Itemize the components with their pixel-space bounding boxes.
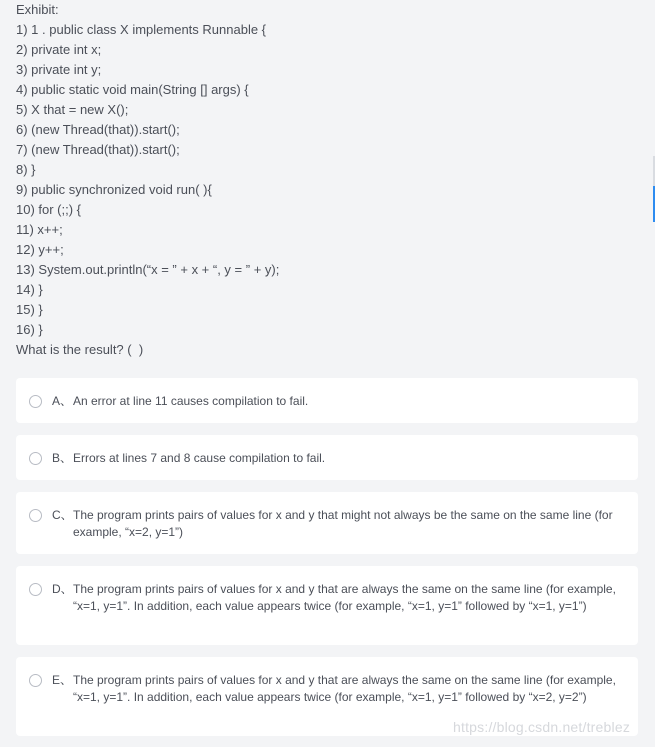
radio-button-icon[interactable] <box>29 452 42 465</box>
option-d[interactable] <box>16 566 638 645</box>
question-prompt: What is the result? ( ) <box>16 342 144 357</box>
code-line: 2) private int x; <box>16 42 102 57</box>
option-text: An error at line 11 causes compilation to fail. <box>73 394 309 408</box>
code-line: 15) } <box>16 302 43 317</box>
code-line: 1) 1 . public class X implements Runnable { <box>16 22 267 37</box>
option-letter: A、 <box>52 394 73 408</box>
option-text: The program prints pairs of values for x and y that might not always be the same on the same line (for example, “x=2, y=1”) <box>73 508 613 539</box>
code-line: 8) } <box>16 162 36 177</box>
radio-button-icon[interactable] <box>29 395 42 408</box>
option-letter: B、 <box>52 451 73 465</box>
radio-button-icon[interactable] <box>29 674 42 687</box>
code-line: 13) System.out.println(“x = ” + x + “, y = ” + y); <box>16 262 280 277</box>
option-a[interactable] <box>16 378 638 423</box>
code-line: 5) X that = new X(); <box>16 102 129 117</box>
code-line: 14) } <box>16 282 43 297</box>
option-text: The program prints pairs of values for x and y that are always the same on the same line (for example, “x=1, y=1”. In addition, each value appears twice (for example, “x=1, y=1” followed by “x=1, y=1”) <box>73 582 616 613</box>
code-line: 7) (new Thread(that)).start(); <box>16 142 180 157</box>
option-text: Errors at lines 7 and 8 cause compilation to fail. <box>73 451 326 465</box>
code-line: 3) private int y; <box>16 62 102 77</box>
code-line: 16) } <box>16 322 43 337</box>
question-label: Exhibit: <box>16 2 59 17</box>
code-line: 11) x++; <box>16 222 63 237</box>
code-line: 10) for (;;) { <box>16 202 82 217</box>
option-letter: C、 <box>52 508 73 522</box>
option-text: The program prints pairs of values for x and y that are always the same on the same line (for example, “x=1, y=1”. In addition, each value appears twice (for example, “x=1, y=1” followed by “x=2, y=2”) <box>73 673 616 704</box>
option-letter: D、 <box>52 582 73 596</box>
radio-button-icon[interactable] <box>29 583 42 596</box>
code-line: 4) public static void main(String [] args) { <box>16 82 249 97</box>
radio-button-icon[interactable] <box>29 509 42 522</box>
option-letter: E、 <box>52 673 73 687</box>
option-b[interactable] <box>16 435 638 480</box>
code-line: 12) y++; <box>16 242 64 257</box>
option-c[interactable] <box>16 492 638 554</box>
code-line: 9) public synchronized void run( ){ <box>16 182 212 197</box>
question-body <box>16 0 636 360</box>
code-line: 6) (new Thread(that)).start(); <box>16 122 180 137</box>
watermark: https://blog.csdn.net/treblez <box>453 719 631 735</box>
